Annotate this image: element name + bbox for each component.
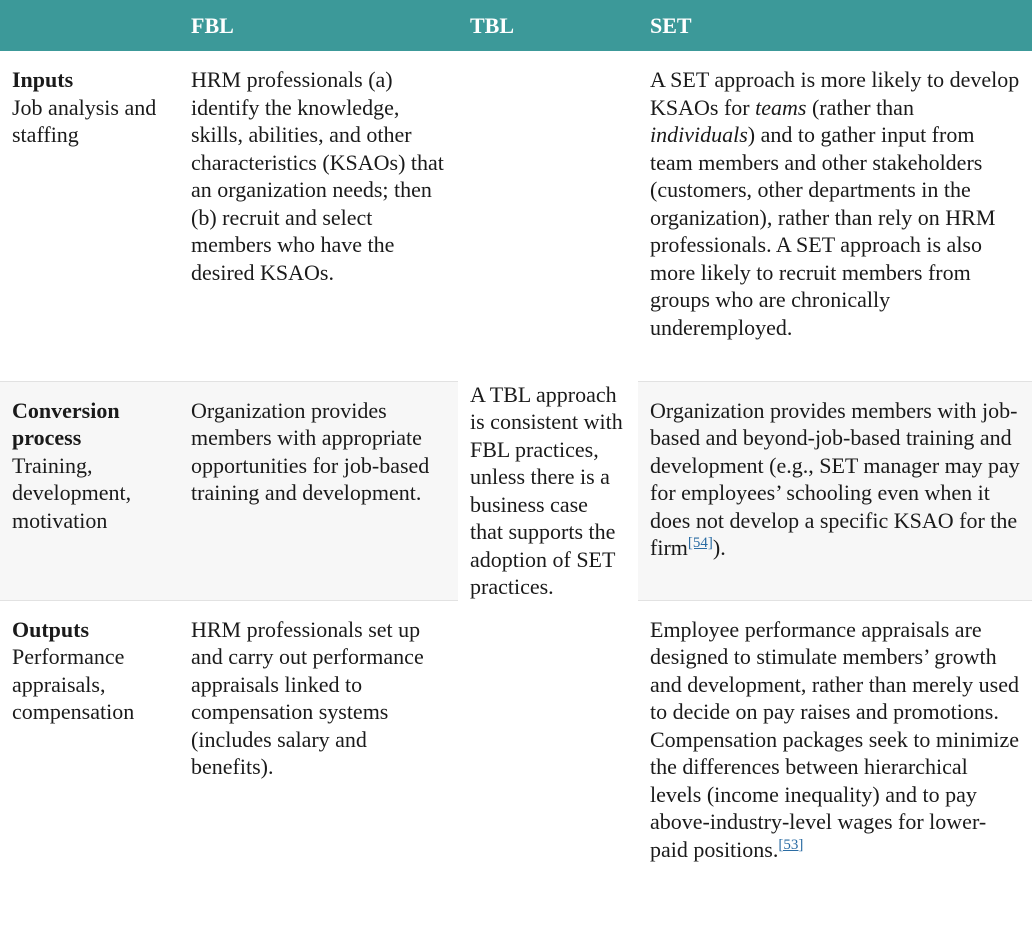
- set-text-tail: ).: [712, 535, 726, 560]
- row-subtitle: Training, development, motivation: [12, 452, 132, 533]
- table-row: [0, 51, 1032, 381]
- set-text: (rather than: [806, 94, 914, 120]
- fbl-cell: Organization provides members with appropriate opportunities for job-based training and development.: [179, 381, 458, 600]
- set-cell: [638, 51, 1032, 381]
- set-cell: [638, 381, 1032, 600]
- citation-link-53[interactable]: [53]: [778, 836, 804, 853]
- header-tbl: TBL: [470, 13, 515, 38]
- tbl-merged-cell: A TBL approach is consistent with FBL practices, unless there is a business case that supports the adoption of SET practices.: [458, 51, 638, 930]
- set-emphasis: teams: [755, 94, 807, 120]
- row-header-conversion: [0, 381, 179, 600]
- fbl-cell: HRM professionals set up and carry out performance appraisals linked to compensation systems (includes salary and benefits).: [191, 616, 424, 779]
- row-subtitle: Job analysis and staffing: [12, 94, 157, 147]
- citation-link-54[interactable]: [54]: [687, 535, 713, 551]
- row-header-inputs: [0, 51, 179, 381]
- set-text: Organization provides members with job-based and beyond-job-based training and development (e.g., SET manager may pay for employees’ schooling even when it does not develop a specific KSAO for the firm: [650, 397, 1020, 560]
- set-emphasis: individuals: [650, 122, 748, 147]
- row-title: Conversion process: [12, 397, 120, 450]
- header-empty-cell: [0, 0, 179, 51]
- row-header-outputs: [0, 600, 179, 930]
- row-title: Outputs: [12, 616, 90, 642]
- header-set: SET: [650, 13, 692, 38]
- set-text: Employee performance appraisals are designed to stimulate members’ growth and development, rather than merely used to decide on pay raises and promotions. Compensation packages seek to minimize the differences between hierarchical levels (income inequality) and to pay above-industry-level wages for lower-paid positions.: [650, 616, 1020, 862]
- set-text: A SET approach is more likely to develop KSAOs for: [650, 67, 1020, 120]
- header-fbl: FBL: [191, 13, 234, 38]
- row-subtitle: Performance appraisals, compensation: [12, 644, 135, 724]
- set-cell: [638, 600, 1032, 930]
- fbl-cell: HRM professionals (a) identify the knowledge, skills, abilities, and other characteristics (KSAOs) that an organization needs; then (b) recruit and select members who have the desired KSAOs.: [191, 67, 444, 285]
- set-text: ) and to gather input from team members and other stakeholders (customers, other departments in the organization), rather than rely on HRM professionals. A SET approach is also more likely to recruit members from groups who are chronically underemployed.: [650, 122, 996, 340]
- row-title: Inputs: [12, 67, 74, 92]
- table-header-row: [0, 0, 1032, 51]
